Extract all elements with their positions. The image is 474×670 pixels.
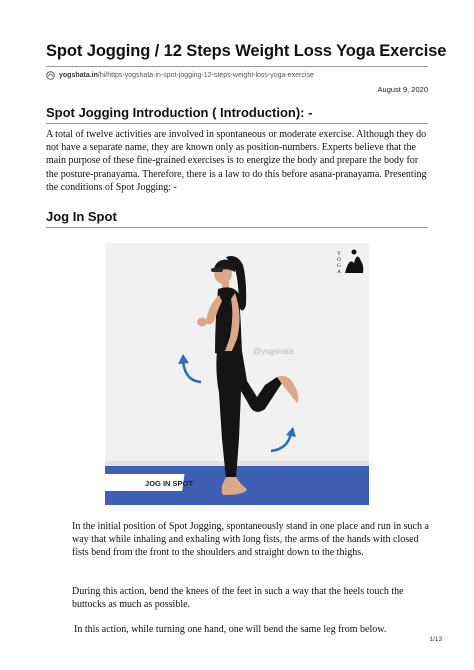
svg-text:A: A [337, 269, 341, 275]
svg-text:G: G [337, 263, 341, 269]
svg-text:Y: Y [337, 251, 341, 257]
banner-label: JOG IN SPOT [145, 479, 193, 488]
page-title: Spot Jogging / 12 Steps Weight Loss Yoga Exercise [46, 42, 447, 60]
intro-divider [46, 123, 428, 124]
publish-date: August 9, 2020 [377, 85, 428, 94]
intro-heading: Spot Jogging Introduction ( Introduction): - [46, 105, 313, 120]
instruction-paragraph-1: In the initial position of Spot Jogging, spontaneously stand in one place and run in such a way that while inhaling and exhaling with long fists, the arms of the hands with closed fists bend from the front to the shoulders and straight down to the thighs. [72, 521, 429, 559]
photo-watermark: @yogshata [253, 347, 294, 356]
instruction-paragraph-2: During this action, bend the knees of the feet in such a way that the heels touch the buttocks as much as possible. [72, 586, 404, 611]
exercise-photo [105, 243, 369, 505]
section-divider [46, 227, 428, 228]
jog-in-spot-banner [105, 474, 193, 491]
source-line [46, 70, 314, 80]
source-host[interactable]: yogshata.in [59, 71, 98, 79]
section-heading: Jog In Spot [46, 209, 117, 224]
svg-text:O: O [337, 257, 341, 263]
source-path[interactable]: /hi/https-yogshata-in-spot-jogging-12-steps-weight-loss-yoga-exercise [97, 71, 314, 79]
page-number: 1/13 [429, 636, 442, 643]
instruction-paragraph-3: In this action, while turning one hand, one will bend the same leg from below. [74, 624, 387, 635]
title-divider [46, 66, 428, 67]
site-icon [46, 71, 55, 80]
intro-paragraph: A total of twelve activities are involved in spontaneous or moderate exercise. Although they do not have a separate name, they are known only as position-numbers. Experts believe that the main purpose of these fine-grained exercises is to energize the body and prepare the body for the posture-pranayama. Therefore, there is a law to do this before asana-pranayama. Presenting the conditions of Spot Jogging: - [46, 129, 427, 193]
